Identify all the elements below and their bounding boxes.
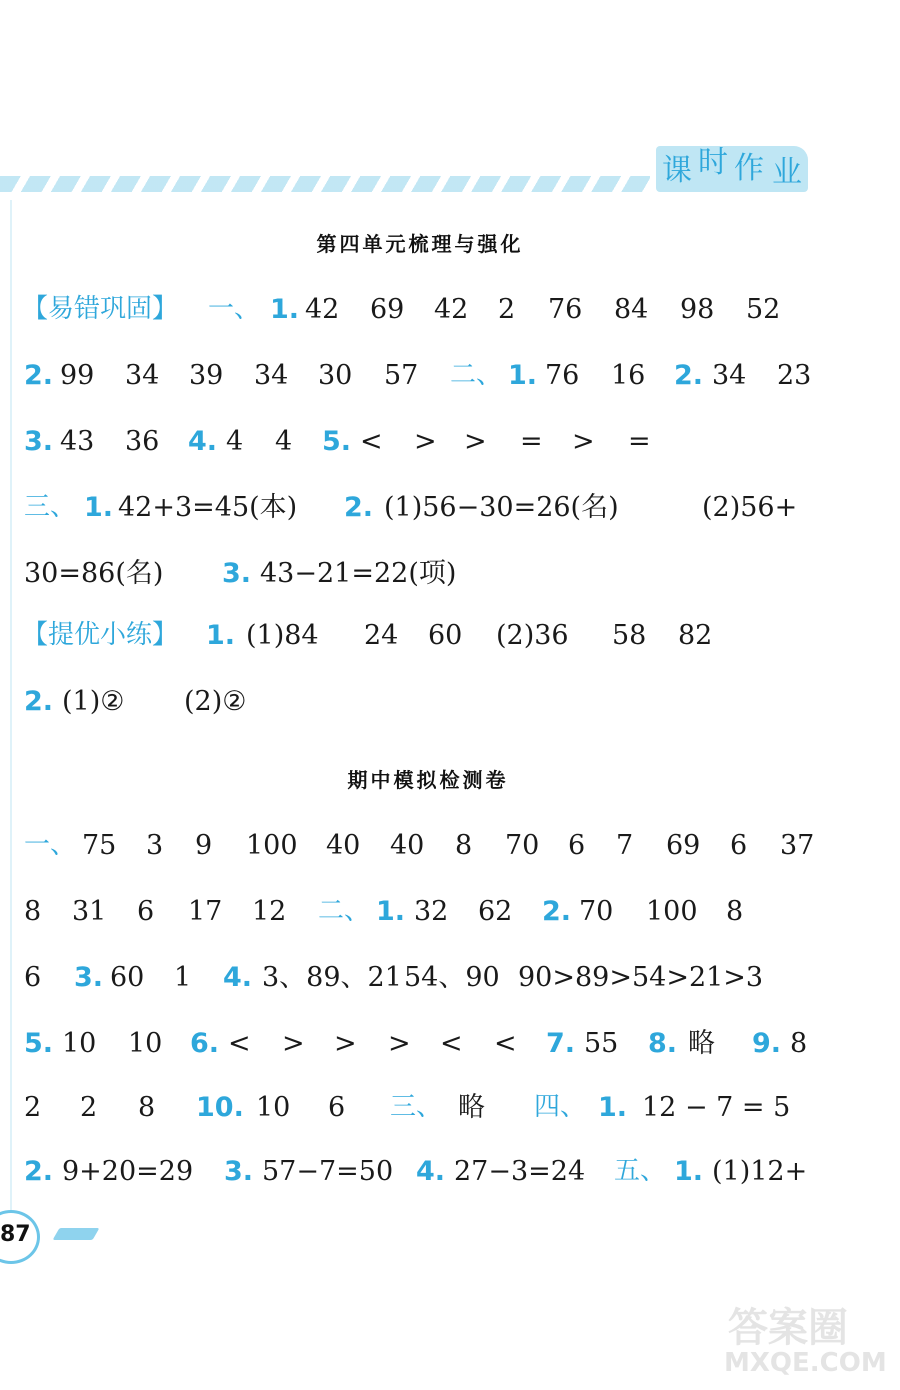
answer-value: (1)56−30=26(名) (384, 492, 619, 523)
answer-value: 90>89>54>21>3 (518, 962, 764, 993)
answer-line-2 (0, 362, 900, 402)
answer-line-13 (0, 1158, 900, 1198)
answer-value: 76 (548, 294, 583, 325)
answer-value: 12 (252, 896, 287, 927)
answer-value: > (388, 1028, 411, 1059)
question-label: 3. (224, 1156, 254, 1187)
answer-value: 10 (128, 1028, 163, 1059)
answer-value: > (414, 426, 437, 457)
answer-value: 16 (611, 360, 646, 391)
answer-line-11 (0, 1030, 900, 1070)
answer-value: (2)36 (496, 620, 569, 651)
answer-value: 54、90 (404, 962, 500, 993)
answer-value: 52 (746, 294, 781, 325)
answer-value: 2 (24, 1092, 42, 1123)
section-title-unit4: 第四单元梳理与强化 (316, 232, 524, 256)
answer-value: 99 (60, 360, 95, 391)
answer-value: 8 (455, 830, 473, 861)
answer-value: 8 (790, 1028, 808, 1059)
answer-value: 62 (478, 896, 513, 927)
answer-value: 34 (254, 360, 289, 391)
answer-line-5 (0, 560, 900, 600)
answer-line-4 (0, 494, 900, 534)
answer-value: 34 (712, 360, 747, 391)
answer-value: 42 (434, 294, 469, 325)
question-label: 【提优小练】 (22, 620, 179, 650)
question-label: 1. (508, 360, 538, 391)
answer-value: < (440, 1028, 463, 1059)
question-label: 三、 (24, 492, 77, 522)
answer-value: 39 (189, 360, 224, 391)
question-label: 9. (752, 1028, 782, 1059)
question-label: 一、 (24, 830, 77, 860)
answer-value: 69 (666, 830, 701, 861)
question-label: 五、 (614, 1156, 667, 1186)
answer-line-12 (0, 1094, 900, 1134)
answer-value: < (228, 1028, 251, 1059)
answer-value: 69 (370, 294, 405, 325)
question-label: 四、 (534, 1092, 587, 1122)
answer-value: 40 (390, 830, 425, 861)
answer-value: 7 (616, 830, 634, 861)
answer-value: 98 (680, 294, 715, 325)
question-label: 2. (24, 1156, 54, 1187)
answer-value: 3 (146, 830, 164, 861)
answer-line-8 (0, 832, 900, 872)
answer-value: 1 (174, 962, 192, 993)
answer-value: 84 (614, 294, 649, 325)
answer-line-7 (0, 688, 900, 728)
brand-char-3: 作 (734, 151, 764, 186)
answer-value: 略 (688, 1028, 715, 1059)
answer-value: = (520, 426, 543, 457)
answer-value: 10 (62, 1028, 97, 1059)
question-label: 2. (542, 896, 572, 927)
answer-value: > (282, 1028, 305, 1059)
answer-value: 6 (568, 830, 586, 861)
answer-value: (1)② (62, 686, 125, 717)
page-tab-decoration (53, 1228, 100, 1240)
question-label: 二、 (318, 896, 371, 926)
answer-value: 9 (195, 830, 213, 861)
answer-value: 8 (138, 1092, 156, 1123)
answer-value: 42+3=45(本) (118, 492, 298, 523)
answer-value: 3、89、21 (262, 962, 402, 993)
question-label: 1. (674, 1156, 704, 1187)
brand-badge (656, 146, 808, 192)
answer-value: 8 (24, 896, 42, 927)
answer-value: 75 (82, 830, 117, 861)
answer-value: 24 (364, 620, 399, 651)
question-label: 3. (24, 426, 54, 457)
question-label: 4. (188, 426, 218, 457)
answer-value: 4 (275, 426, 293, 457)
section-title-midterm: 期中模拟检测卷 (347, 768, 509, 792)
page-number: 87 (0, 1222, 31, 1247)
answer-value: 60 (428, 620, 463, 651)
answer-value: 57−7=50 (262, 1156, 394, 1187)
answer-value: 17 (188, 896, 223, 927)
brand-char-2: 时 (698, 145, 728, 180)
question-label: 2. (24, 686, 54, 717)
answer-value: > (334, 1028, 357, 1059)
answer-value: 60 (110, 962, 145, 993)
answer-value: > (464, 426, 487, 457)
question-label: 7. (546, 1028, 576, 1059)
answer-value: 40 (326, 830, 361, 861)
question-label: 2. (24, 360, 54, 391)
answer-value: 32 (414, 896, 449, 927)
question-label: 1. (376, 896, 406, 927)
question-label: 二、 (450, 360, 503, 390)
answer-value: < (360, 426, 383, 457)
answer-value: 82 (678, 620, 713, 651)
question-label: 3. (74, 962, 104, 993)
answer-value: (2)② (184, 686, 247, 717)
answer-value: 43 (60, 426, 95, 457)
answer-value: 9+20=29 (62, 1156, 194, 1187)
answer-value: = (628, 426, 651, 457)
answer-value: (1)12+ (712, 1156, 808, 1187)
brand-char-1: 课 (662, 153, 692, 188)
question-label: 5. (24, 1028, 54, 1059)
answer-value: 4 (226, 426, 244, 457)
question-label: 三、 (390, 1092, 443, 1122)
answer-value: 31 (72, 896, 107, 927)
answer-value: 57 (384, 360, 419, 391)
answer-line-1 (0, 296, 900, 336)
answer-value: 70 (505, 830, 540, 861)
answer-line-9 (0, 898, 900, 938)
answer-value: 6 (24, 962, 42, 993)
question-label: 2. (344, 492, 374, 523)
question-label: 1. (598, 1092, 628, 1123)
answer-value: 76 (545, 360, 580, 391)
answer-line-3 (0, 428, 900, 468)
question-label: 3. (222, 558, 252, 589)
answer-value: 2 (498, 294, 516, 325)
question-label: 1. (84, 492, 114, 523)
answer-value: 36 (125, 426, 160, 457)
watermark-url: MXQE.COM (724, 1348, 887, 1378)
brand-char-4: 业 (772, 155, 802, 190)
answer-value: 58 (612, 620, 647, 651)
answer-value: 6 (730, 830, 748, 861)
answer-value: 2 (80, 1092, 98, 1123)
question-label: 1. (270, 294, 300, 325)
answer-value: 6 (328, 1092, 346, 1123)
answer-value: 43−21=22(项) (260, 558, 457, 589)
answer-value: 70 (579, 896, 614, 927)
question-label: 10. (196, 1092, 244, 1123)
answer-value: > (572, 426, 595, 457)
answer-value: (1)84 (246, 620, 319, 651)
answer-value: 6 (137, 896, 155, 927)
answer-value: 30 (318, 360, 353, 391)
answer-value: 30=86(名) (24, 558, 164, 589)
header-stripe (0, 176, 650, 192)
question-label: 1. (206, 620, 236, 651)
answer-value: 42 (305, 294, 340, 325)
answer-value: 12 − 7 = 5 (642, 1092, 791, 1123)
answer-value: 100 (646, 896, 698, 927)
question-label: 5. (322, 426, 352, 457)
answer-value: 37 (780, 830, 815, 861)
answer-value: 23 (777, 360, 812, 391)
question-label: 一、 (208, 294, 261, 324)
answer-value: < (494, 1028, 517, 1059)
answer-value: 10 (256, 1092, 291, 1123)
question-label: 6. (190, 1028, 220, 1059)
answer-value: 34 (125, 360, 160, 391)
answer-line-10 (0, 964, 900, 1004)
answer-value: 略 (458, 1092, 485, 1123)
watermark-logo: 答案圈 (728, 1305, 848, 1351)
question-label: 4. (416, 1156, 446, 1187)
question-label: 2. (674, 360, 704, 391)
answer-value: 8 (726, 896, 744, 927)
answer-value: 27−3=24 (454, 1156, 586, 1187)
answer-value: (2)56+ (702, 492, 798, 523)
question-label: 4. (223, 962, 253, 993)
answer-value: 100 (246, 830, 298, 861)
answer-line-6 (0, 622, 900, 662)
question-label: 【易错巩固】 (22, 294, 179, 324)
answer-value: 55 (584, 1028, 619, 1059)
question-label: 8. (648, 1028, 678, 1059)
